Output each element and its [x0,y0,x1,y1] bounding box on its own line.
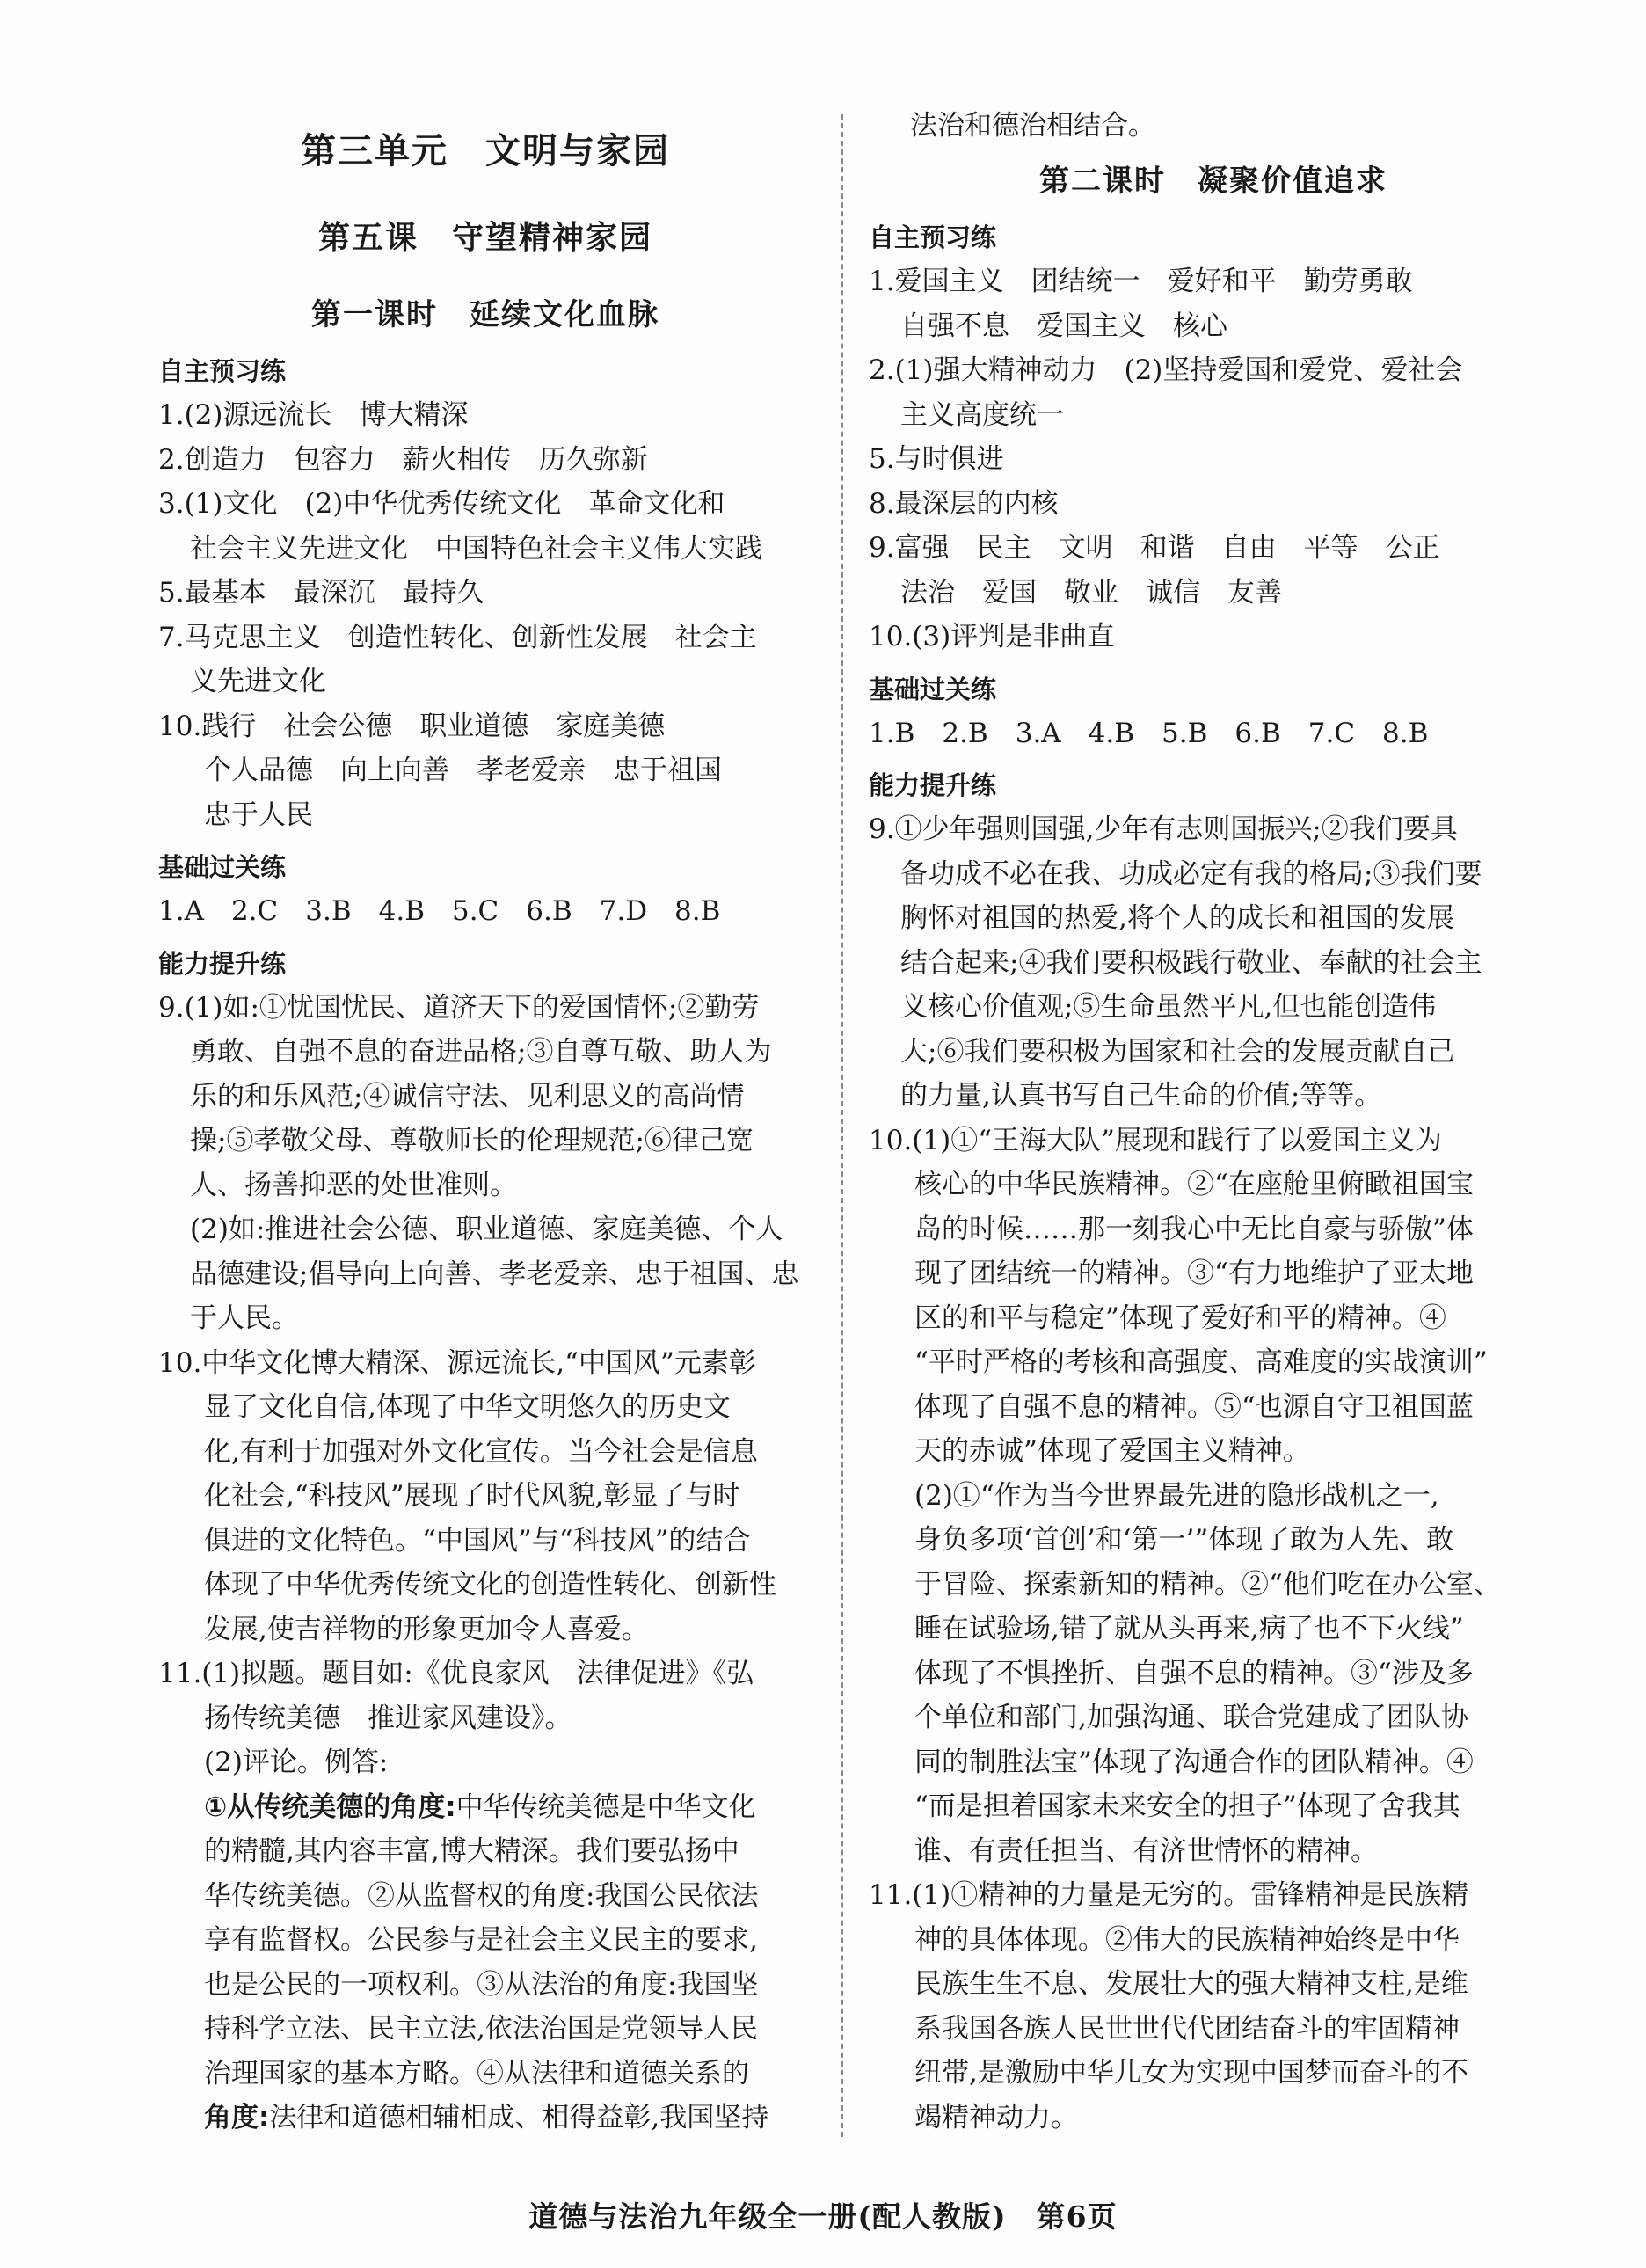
answer-line: 2.(1)强大精神动力 (2)坚持爱国和爱党、爱社会 [869,354,1463,386]
answer-line: 勇敢、自强不息的奋进品格;③自尊互敬、助人为 [190,1036,772,1068]
answer-line: 忠于人民 [204,799,313,831]
answer-line: 乐的和乐风范;④诚信守法、见利思义的高尚情 [190,1080,745,1112]
answer-line: 于冒险、探索新知的精神。②“他们吃在办公室、 [914,1568,1501,1601]
answer-line: 11.(1)拟题。题目如:《优良家风 法律促进》《弘 [158,1658,754,1689]
answer-line: 9.富强 民主 文明 和谐 自由 平等 公正 [869,532,1440,564]
answer-line: 1.(2)源远流长 博大精深 [158,399,469,431]
section-heading-basic: 基础过关练 [869,674,997,704]
answer-line: 2.创造力 包容力 薪火相传 历久弥新 [158,443,648,476]
answer-line: 竭精神动力。 [914,2101,1078,2133]
answer-line: 11.(1)①精神的力量是无穷的。雷锋精神是民族精 [869,1879,1469,1911]
answer-line: 华传统美德。②从监督权的角度:我国公民依法 [204,1879,759,1912]
answer-line: ①从传统美德的角度:中华传统美德是中华文化 [204,1790,756,1823]
answer-line: 个单位和部门,加强沟通、联合党建成了团队协 [914,1702,1468,1733]
answer-line: 区的和平与稳定”体现了爱好和平的精神。④ [914,1302,1446,1334]
mc-answers: 1.A 2.C 3.B 4.B 5.C 6.B 7.D 8.B [158,895,721,927]
answer-line: 睡在试验场,错了就从头再来,病了也不下火线” [914,1613,1464,1644]
answer-line: 体现了自强不息的精神。⑤“也源自守卫祖国蓝 [914,1390,1474,1423]
answer-line: 9.(1)如:①忧国忧民、道济天下的爱国情怀;②勤劳 [158,991,760,1024]
answer-line: 主义高度统一 [900,398,1064,431]
answer-line: 5.与时俱进 [869,443,1004,475]
bold-angle: ①从传统美德的角度: [204,1790,456,1823]
answer-line: 也是公民的一项权利。③从法治的角度:我国坚 [204,1968,759,2001]
answer-line: “而是担着国家未来安全的担子”体现了舍我其 [914,1790,1460,1822]
answer-line: 的力量,认真书写自己生命的价值;等等。 [900,1080,1382,1112]
answer-line: 10.(3)评判是非曲直 [869,621,1115,653]
answer-line: 大;⑥我们要积极为国家和社会的发展贡献自己 [900,1035,1455,1068]
continued-line: 法治和德治相结合。 [910,110,1155,142]
answer-line: 神的具体体现。②伟大的民族精神始终是中华 [914,1923,1460,1956]
answer-line: 的精髓,其内容丰富,博大精深。我们要弘扬中 [204,1835,739,1867]
answer-line: 义核心价值观;⑤生命虽然平凡,但也能创造伟 [900,991,1437,1023]
answer-line: 天的赤诚”体现了爱国主义精神。 [914,1435,1310,1467]
answer-line: 民族生生不息、发展壮大的强大精神支柱,是维 [914,1968,1468,2000]
lesson-title: 第五课 守望精神家园 [317,220,652,256]
answer-line: 纽带,是激励中华儿女为实现中国梦而奋斗的不 [914,2057,1468,2089]
answer-line: 自强不息 爱国主义 核心 [900,310,1227,342]
answer-line: 于人民。 [190,1302,299,1334]
section-heading-ability: 能力提升练 [869,770,997,800]
answer-line: “平时严格的考核和高强度、高难度的实战演训” [914,1346,1488,1378]
answer-line: (2)评论。例答: [204,1747,389,1778]
answer-line: 体现了中华优秀传统文化的创造性转化、创新性 [204,1569,776,1601]
answer-line: 7.马克思主义 创造性转化、创新性发展 社会主 [158,621,757,653]
answer-line: 发展,使吉祥物的形象更加令人喜爱。 [204,1613,649,1645]
answer-line: 10.中华文化博大精深、源远流长,“中国风”元素彰 [158,1346,756,1379]
answer-line: 胸怀对祖国的热爱,将个人的成长和祖国的发展 [900,902,1454,934]
answer-line: 义先进文化 [190,666,326,697]
column-divider [841,114,843,2137]
answer-line: 持科学立法、民主立法,依法治国是党领导人民 [204,2013,758,2045]
answer-line: 3.(1)文化 (2)中华优秀传统文化 革命文化和 [158,488,725,520]
answer-line: 扬传统美德 推进家风建设》。 [204,1702,572,1734]
answer-line: 治理国家的基本方略。④从法律和道德关系的 [204,2057,749,2089]
answer-line: 个人品德 向上向善 孝老爱亲 忠于祖国 [204,755,722,786]
answer-line: 系我国各族人民世世代代团结奋斗的牢固精神 [914,2012,1460,2045]
mc-answers: 1.B 2.B 3.A 4.B 5.B 6.B 7.C 8.B [869,717,1429,749]
answer-line: 10.践行 社会公德 职业道德 家庭美德 [158,710,666,742]
answer-line: 化,有利于加强对外文化宣传。当今社会是信息 [204,1435,758,1468]
answer-line: 社会主义先进文化 中国特色社会主义伟大实践 [190,532,762,565]
answer-line: 身负多项‘首创’和‘第一’”体现了敢为人先、敢 [914,1524,1454,1556]
answer-line: 9.①少年强则国强,少年有志则国振兴;②我们要具 [869,813,1458,845]
answer-line: 显了文化自信,体现了中华文明悠久的历史文 [204,1391,731,1423]
answer-line: 享有监督权。公民参与是社会主义民主的要求, [204,1924,758,1956]
period-title-1: 第一课时 延续文化血脉 [311,297,659,332]
answer-line: 化社会,“科技风”展现了时代风貌,彰显了与时 [204,1480,740,1512]
page-footer: 道德与法治九年级全一册(配人教版) 第6页 [528,2199,1118,2234]
section-heading-ability: 能力提升练 [158,948,287,979]
answer-line: 品德建设;倡导向上向善、孝老爱亲、忠于祖国、忠 [190,1258,799,1290]
answer-line: 体现了不惧挫折、自强不息的精神。③“涉及多 [914,1657,1474,1689]
answer-line: 同的制胜法宝”体现了沟通合作的团队精神。④ [914,1746,1474,1778]
answer-line: 操;⑤孝敬父母、尊敬师长的伦理规范;⑥律己宽 [190,1125,754,1156]
section-heading-basic: 基础过关练 [158,852,287,882]
answer-line: (2)①“作为当今世界最先进的隐形战机之一, [914,1479,1439,1512]
answer-line: 核心的中华民族精神。②“在座舱里俯瞰祖国宝 [914,1169,1474,1200]
answer-line: 结合起来;④我们要积极践行敬业、奉献的社会主 [900,946,1482,979]
answer-line: 俱进的文化特色。“中国风”与“科技风”的结合 [204,1524,751,1557]
section-heading-preview: 自主预习练 [869,222,997,252]
answer-line: (2)如:推进社会公德、职业道德、家庭美德、个人 [190,1214,783,1245]
answer-line: 备功成不必在我、功成必定有我的格局;③我们要 [900,857,1482,890]
section-heading-preview: 自主预习练 [158,356,287,386]
answer-line: 1.爱国主义 团结统一 爱好和平 勤劳勇敢 [869,266,1413,297]
answer-line: 岛的时候……那一刻我心中无比自豪与骄傲”体 [914,1213,1474,1245]
answer-line: 5.最基本 最深沉 最持久 [158,577,484,609]
answer-line: 角度:法律和道德相辅相成、相得益彰,我国坚持 [204,2102,769,2133]
answer-line: 10.(1)①“王海大队”展现和践行了以爱国主义为 [869,1124,1442,1156]
period-title-2: 第二课时 凝聚价值追求 [1039,164,1387,199]
answer-line: 谁、有责任担当、有济世情怀的精神。 [914,1834,1378,1867]
answer-line: 8.最深层的内核 [869,487,1059,520]
answer-line: 人、扬善抑恶的处世准则。 [190,1169,517,1201]
unit-title: 第三单元 文明与家园 [301,131,670,171]
answer-line: 现了团结统一的精神。③“有力地维护了亚太地 [914,1258,1474,1289]
answer-line: 法治 爱国 敬业 诚信 友善 [900,576,1282,609]
